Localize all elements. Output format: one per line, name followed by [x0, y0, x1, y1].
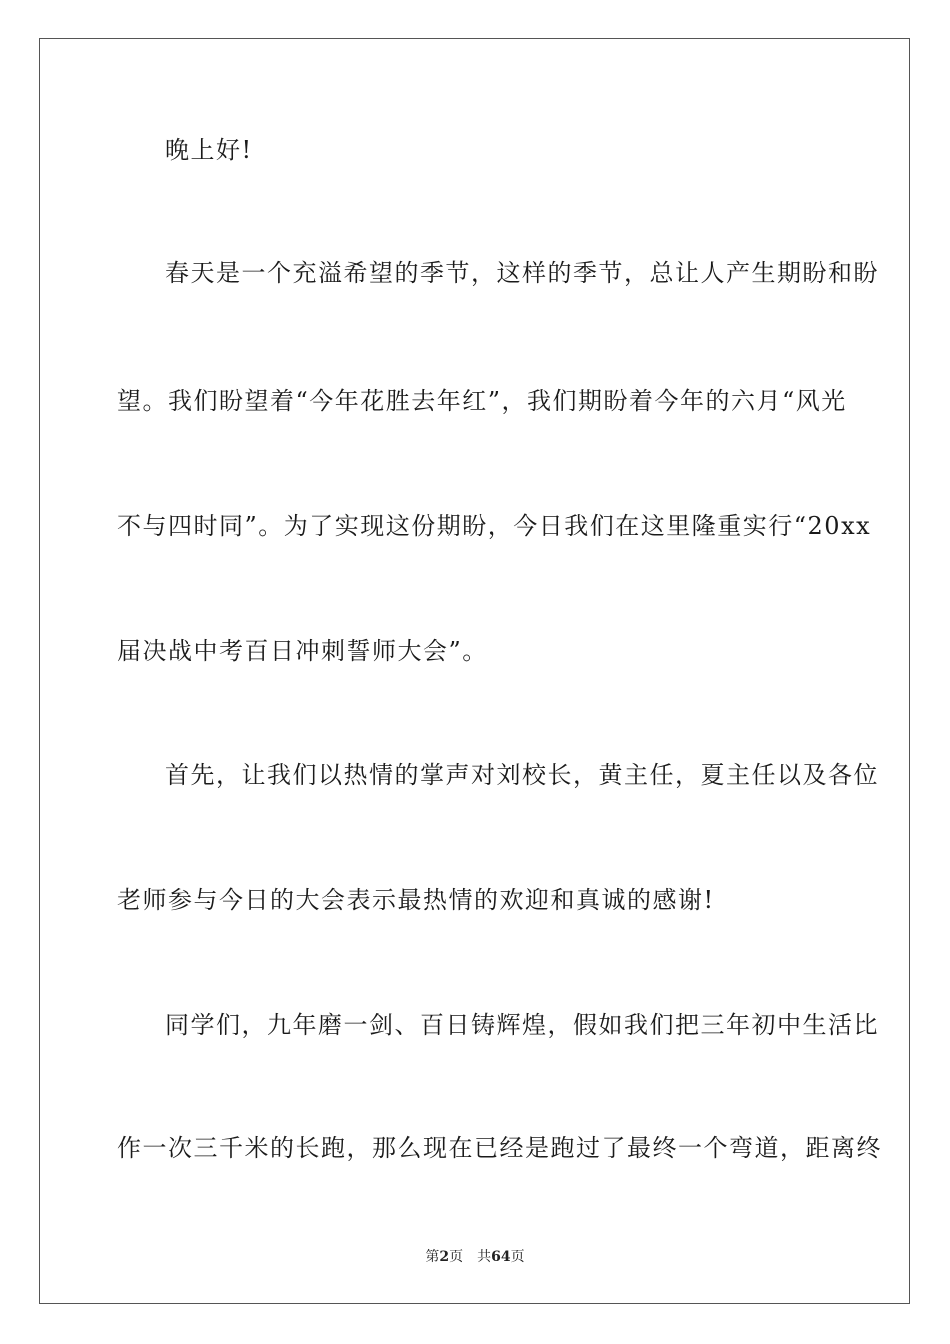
total-prefix: 共: [477, 1249, 492, 1265]
page-frame: [39, 38, 910, 1304]
paragraph-3-line-2: 作一次三千米的长跑，那么现在已经是跑过了最终一个弯道，距离终: [117, 1134, 882, 1162]
paragraph-2-line-1: 首先，让我们以热情的掌声对刘校长，黄主任，夏主任以及各位: [165, 761, 879, 789]
page-unit: 页: [449, 1249, 464, 1265]
page-footer: [0, 1247, 950, 1267]
paragraph-3-line-1: 同学们，九年磨一剑、百日铸辉煌，假如我们把三年初中生活比: [165, 1011, 879, 1039]
paragraph-1-line-1: 春天是一个充溢希望的季节，这样的季节，总让人产生期盼和盼: [165, 259, 879, 287]
greeting-line: 晚上好!: [165, 136, 253, 164]
page-total: 64: [491, 1249, 511, 1265]
page-prefix: 第: [425, 1249, 440, 1265]
total-unit: 页: [510, 1249, 525, 1265]
page-current: 2: [439, 1249, 450, 1265]
paragraph-1-line-4: 届决战中考百日冲刺誓师大会”。: [117, 637, 488, 665]
paragraph-2-line-2: 老师参与今日的大会表示最热情的欢迎和真诚的感谢!: [117, 886, 715, 914]
paragraph-1-line-2: 望。我们盼望着“今年花胜去年红”，我们期盼着今年的六月“风光: [117, 387, 847, 415]
paragraph-1-line-3: 不与四时同”。为了实现这份期盼，今日我们在这里隆重实行“20xx: [117, 512, 872, 540]
